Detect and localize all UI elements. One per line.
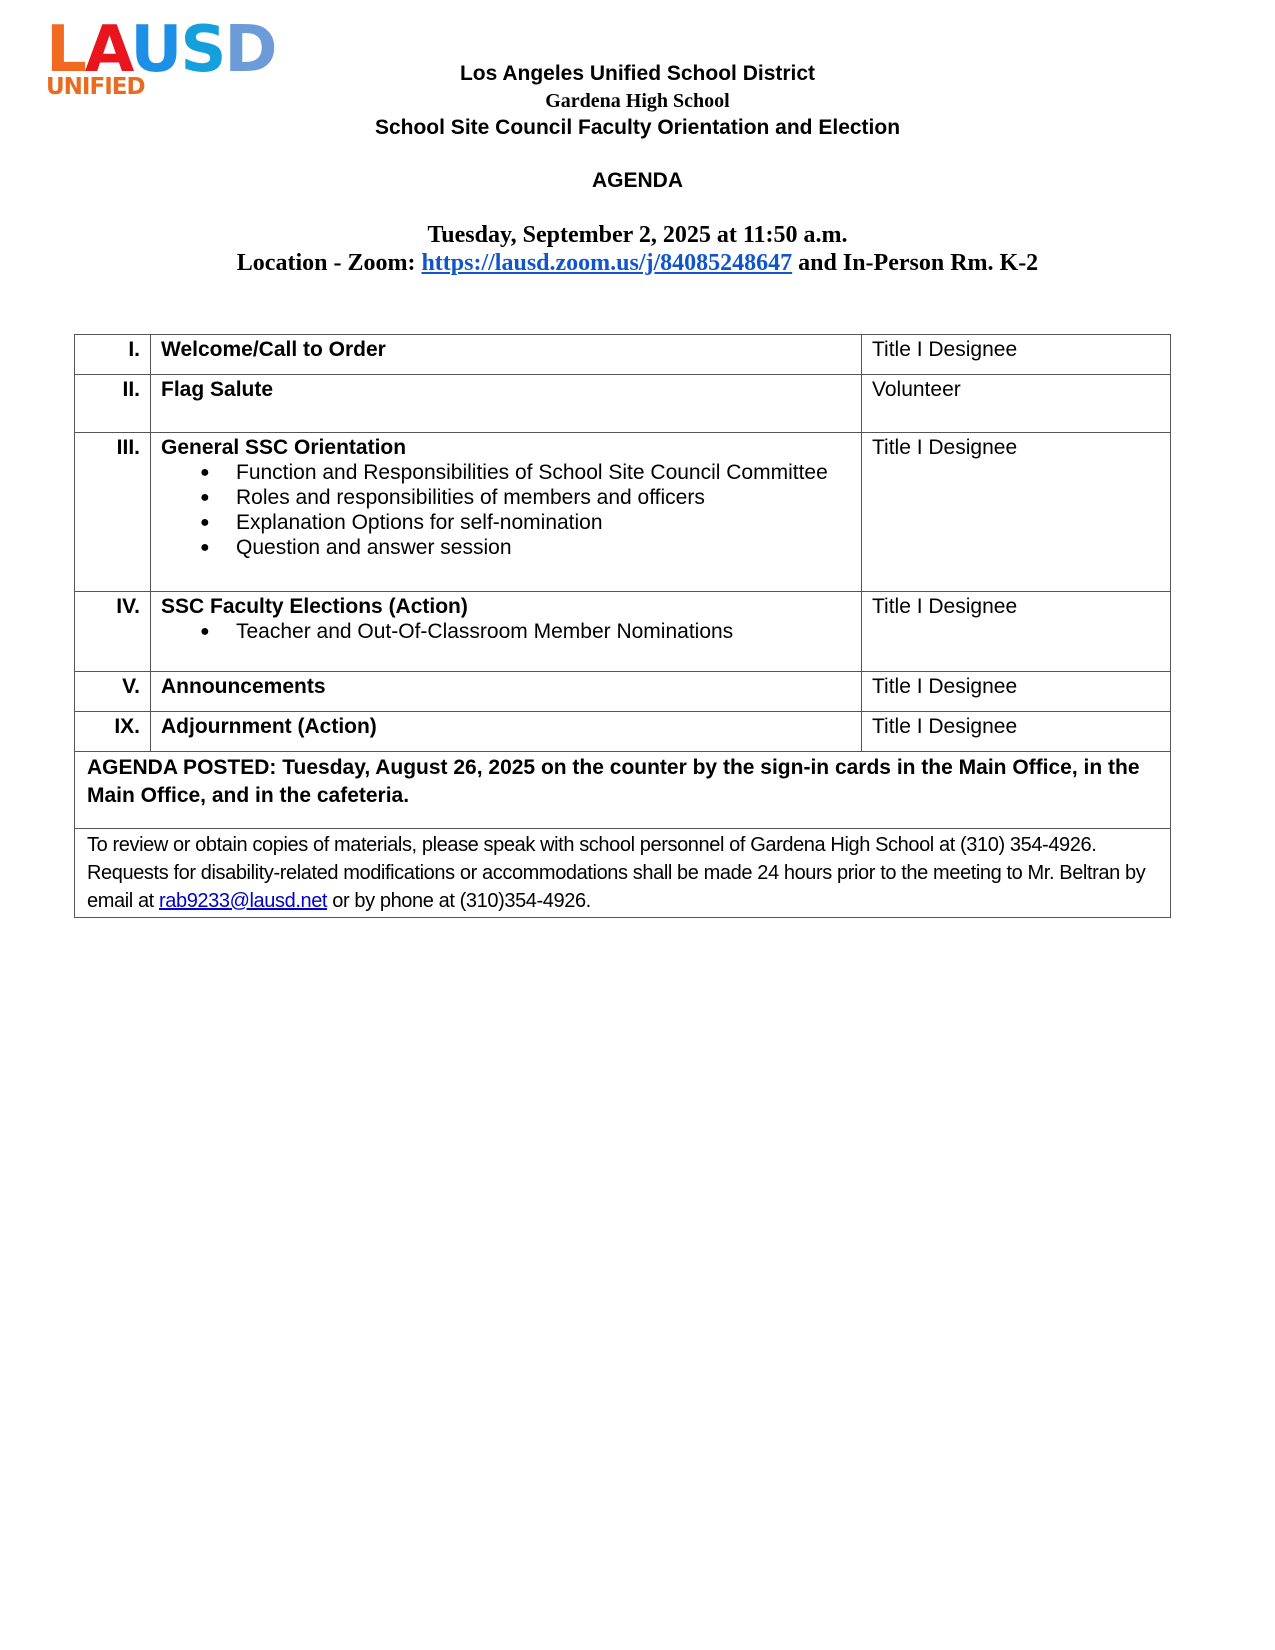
logo-letter: D	[224, 13, 276, 87]
logo-subtitle: UNIFIED	[46, 74, 145, 100]
notice-phone: or by phone at (310)354-4926.	[327, 890, 591, 912]
bullet-list	[161, 619, 851, 644]
item-number: IX.	[75, 712, 151, 752]
logo-letter: A	[84, 13, 131, 87]
meeting-title: School Site Council Faculty Orientation and Election	[374, 116, 901, 139]
location-suffix: and In-Person Rm. K-2	[792, 250, 1039, 276]
item-topic	[151, 672, 862, 712]
item-presenter: Title I Designee	[862, 672, 1171, 712]
item-topic	[151, 592, 862, 672]
agenda-heading: AGENDA	[591, 169, 683, 192]
agenda-row	[75, 672, 1171, 712]
agenda-bullet: ● Question and answer session	[236, 535, 851, 560]
agenda-row	[75, 433, 1171, 592]
item-title: Welcome/Call to Order	[161, 338, 386, 361]
notice-body: To review or obtain copies of materials, please speak with school personnel of Gardena High School at (310) 354-4926. Requests for disability-related modifications or accommodations shall be made 24 hours prior to the meeting to Mr. Beltran by email at	[87, 834, 1146, 912]
meeting-location	[0, 250, 1275, 277]
item-topic	[151, 433, 862, 592]
agenda-row	[75, 592, 1171, 672]
district-name: Los Angeles Unified School District	[459, 62, 816, 85]
lausd-logo	[46, 13, 316, 100]
logo-letter: S	[180, 13, 225, 87]
item-title: SSC Faculty Elections (Action)	[161, 595, 468, 618]
item-presenter: Title I Designee	[862, 433, 1171, 592]
item-title: Flag Salute	[161, 378, 274, 401]
item-presenter: Title I Designee	[862, 335, 1171, 375]
item-title: Adjournment (Action)	[161, 715, 377, 738]
item-presenter: Title I Designee	[862, 592, 1171, 672]
item-topic	[151, 375, 862, 433]
zoom-link[interactable]: https://lausd.zoom.us/j/84085248647	[421, 250, 793, 276]
agenda-bullet: ● Roles and responsibilities of members and officers	[236, 485, 851, 510]
agenda-bullet: ● Teacher and Out-Of-Classroom Member Nominations	[236, 619, 851, 644]
item-presenter: Title I Designee	[862, 712, 1171, 752]
item-number: III.	[75, 433, 151, 592]
agenda-bullet: ● Function and Responsibilities of School Site Council Committee	[236, 460, 851, 485]
posted-text: AGENDA POSTED: Tuesday, August 26, 2025 on the counter by the sign-in cards in the Main Office, in the Main Office, and in the cafeteria.	[75, 752, 1171, 829]
item-presenter: Volunteer	[862, 375, 1171, 433]
agenda-row	[75, 335, 1171, 375]
notice-text	[75, 829, 1171, 918]
agenda-row	[75, 375, 1171, 433]
item-number: II.	[75, 375, 151, 433]
school-name: Gardena High School	[545, 90, 730, 112]
item-number: IV.	[75, 592, 151, 672]
item-topic	[151, 712, 862, 752]
logo-letter: U	[130, 13, 181, 87]
agenda-row	[75, 712, 1171, 752]
email-link[interactable]: rab9233@lausd.net	[159, 890, 328, 912]
item-title: Announcements	[161, 675, 326, 698]
bullet-list	[161, 460, 851, 560]
item-title: General SSC Orientation	[161, 436, 407, 459]
item-topic	[151, 335, 862, 375]
meeting-datetime: Tuesday, September 2, 2025 at 11:50 a.m.	[427, 222, 848, 248]
notice-row	[75, 829, 1171, 918]
logo-letter: L	[46, 13, 85, 87]
agenda-bullet: ● Explanation Options for self-nomination	[236, 510, 851, 535]
item-number: V.	[75, 672, 151, 712]
posted-row	[75, 752, 1171, 829]
item-number: I.	[75, 335, 151, 375]
agenda-table	[74, 334, 1171, 918]
location-prefix: Location - Zoom:	[236, 250, 422, 276]
